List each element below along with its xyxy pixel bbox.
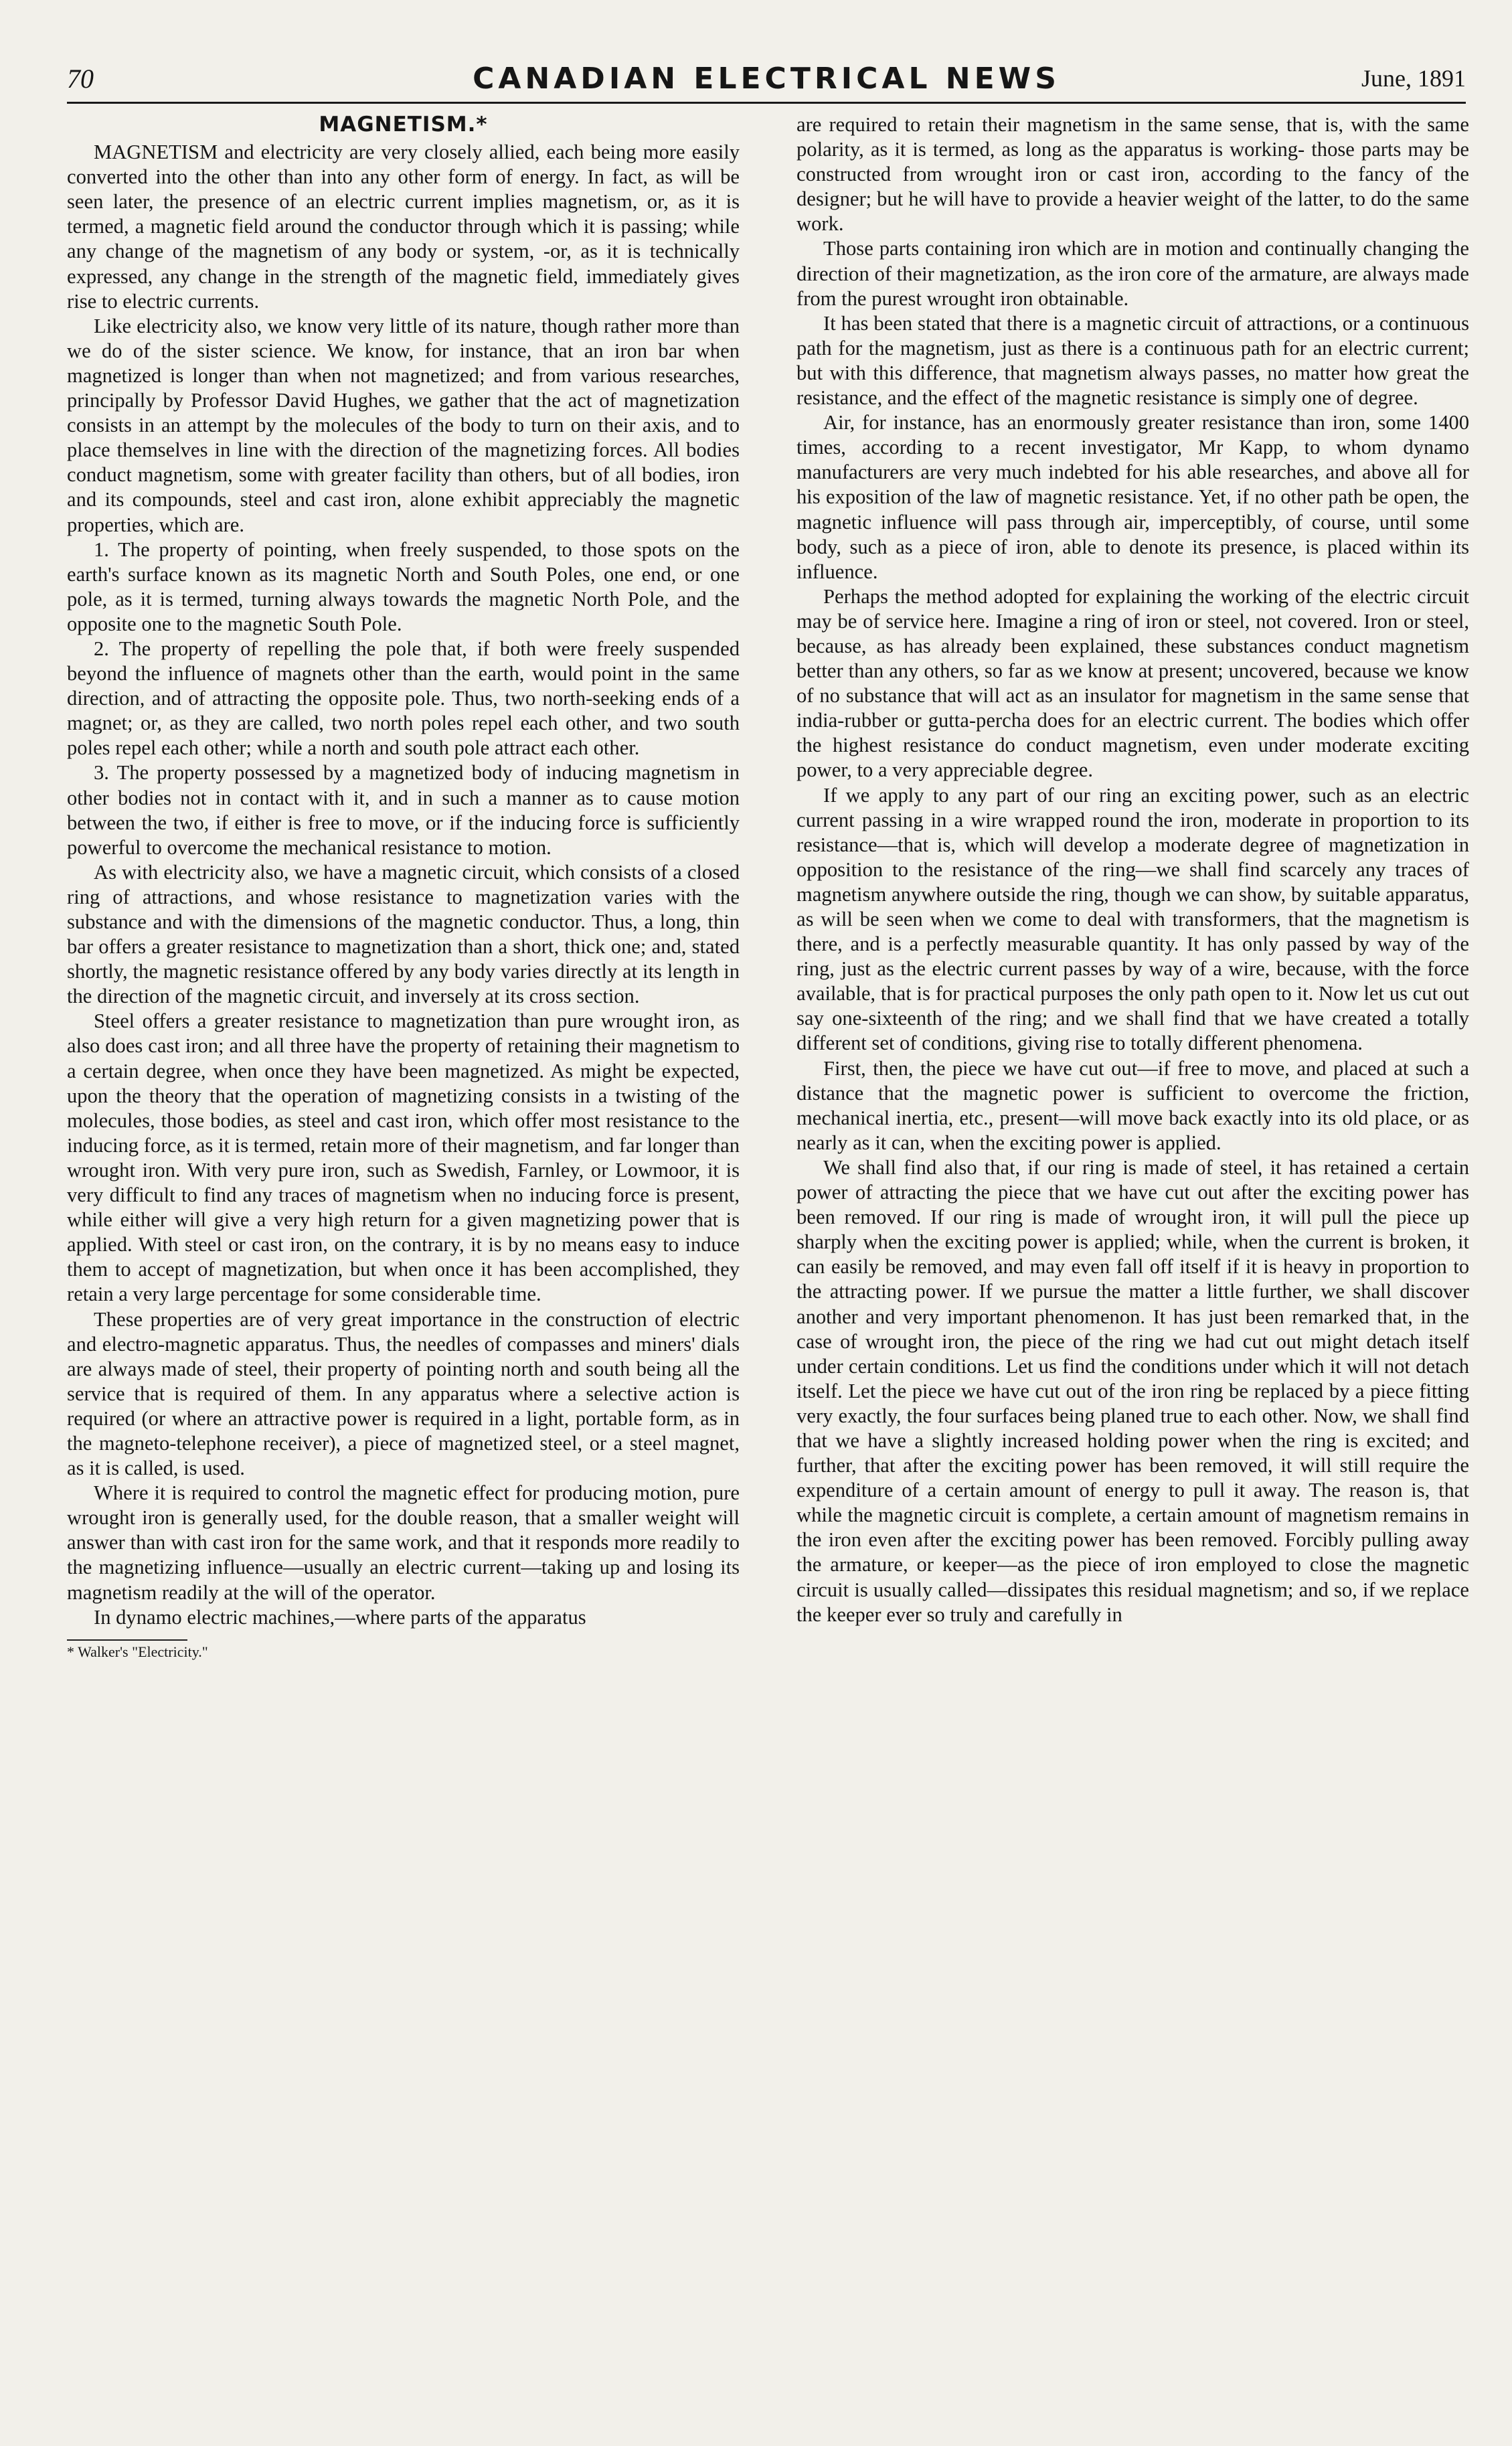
paragraph: These properties are of very great importance in the construction of electric and electro-magnetic apparatus. Thus, the needles of compasses and miners' dials are always made of steel, their property of pointing north and south being all the service that is required of them. In any apparatus where a selective action is required (or where an attractive power is required in a light, portable form, as in the magneto-telephone receiver), a piece of magnetized steel, or a steel magnet, as it is called, is used. xyxy=(67,1307,740,1480)
paragraph: are required to retain their magnetism in the same sense, that is, with the same polarity, as it is termed, as long as the apparatus is working- those parts may be constructed from wrought iron or cast iron, according to the fancy of the designer; but he will have to provide a heavier weight of the latter, to do the same work. xyxy=(796,113,1469,236)
masthead: CANADIAN ELECTRICAL NEWS xyxy=(473,62,1060,96)
paragraph: MAGNETISM and electricity are very closely allied, each being more easily converted into the other than into any other form of energy. In fact, as will be seen later, the presence of an electric current implies magnetism, or, as it is termed, a magnetic field around the conductor through which it is passing; while any change of the magnetism of any body or system, -or, as it is technically expressed, any change in the strength of the magnetic field, immediately gives rise to electric currents. xyxy=(67,141,740,313)
issue-date: June, 1891 xyxy=(1361,65,1466,92)
paragraph: Those parts containing iron which are in motion and continually changing the direction of their magnetization, as the iron core of the armature, are always made from the purest wrought iron obtainable. xyxy=(796,237,1469,310)
right-column xyxy=(796,112,1469,2402)
page-header xyxy=(67,62,1466,104)
left-column xyxy=(67,112,740,2402)
footnote: * Walker's "Electricity." xyxy=(67,1643,208,1660)
footnote-rule xyxy=(67,1639,187,1641)
page-number: 70 xyxy=(67,64,94,94)
paragraph: We shall find also that, if our ring is made of steel, it has retained a certain power of attracting the piece that we have cut out after the exciting power has been removed. If our ring is made of wrought iron, it will pull the piece up sharply when the exciting power is applied; while, when the current is broken, it can easily be removed, and may even fall off itself if it is heavy in proportion to the attracting power. If we pursue the matter a little further, we shall discover another and very important phenomenon. It has just been remarked that, in the case of wrought iron, the piece of the ring we had cut out might detach itself under certain conditions. Let us find the conditions under which it will not detach itself. Let the piece we have cut out of the iron ring be replaced by a piece fitting very exactly, the four surfaces being planed true to each other. Now, we shall find that we have a slightly increased holding power when the ring is excited; and further, that after the exciting power has been removed, it will still require the expenditure of a certain amount of energy to pull it away. The reason is, that while the magnetic circuit is complete, a certain amount of magnetism remains in the iron even after the exciting power has been removed. Forcibly pulling away the armature, or keeper—as the piece of iron employed to close the magnetic circuit is usually called—dissipates this residual magnetism; and so, if we replace the keeper ever so truly and carefully in xyxy=(796,1155,1469,1626)
paragraph: First, then, the piece we have cut out—if free to move, and placed at such a distance that the magnetic power is sufficient to overcome the friction, mechanical inertia, etc., present—will move back exactly into its old place, or as nearly as it can, when the exciting power is applied. xyxy=(796,1056,1469,1154)
paragraph: Perhaps the method adopted for explaining the working of the electric circuit may be of service here. Imagine a ring of iron or steel, not covered. Iron or steel, because, as has already been explained, these substances conduct magnetism better than any others, so far as we know at present; uncovered, because we know of no substance that will act as an insulator for magnetism in the same sense that india-rubber or gutta-percha does for an electric current. The bodies which offer the highest resistance do conduct magnetism, even under moderate exciting power, to a very appreciable degree. xyxy=(796,584,1469,782)
paragraph: Air, for instance, has an enormously greater resistance than iron, some 1400 times, according to a recent investigator, Mr Kapp, to whom dynamo manufacturers are very much indebted for his able researches, and above all for his exposition of the law of magnetic resistance. Yet, if no other path be open, the magnetic influence will pass through air, imperceptibly, of course, until some body, such as a piece of iron, able to denote its presence, is placed within its influence. xyxy=(796,411,1469,583)
paragraph: 2. The property of repelling the pole that, if both were freely suspended beyond the influence of magnets other than the earth, would point in the same direction, and of attracting the opposite pole. Thus, two north-seeking ends of a magnet; or, as they are called, two north poles repel each other, and two south poles repel each other; while a north and south pole attract each other. xyxy=(67,637,740,760)
paragraph: It has been stated that there is a magnetic circuit of attractions, or a continuous path for the magnetism, just as there is a continuous path for an electric current; but with this difference, that magnetism always passes, no matter how great the resistance, and the effect of the magnetic resistance is simply one of degree. xyxy=(796,311,1469,410)
paragraph: As with electricity also, we have a magnetic circuit, which consists of a closed ring of attractions, and whose resistance to magnetization varies with the substance and with the dimensions of the magnetic conductor. Thus, a long, thin bar offers a greater resistance to magnetization than a short, thick one; and, stated shortly, the magnetic resistance offered by any body varies directly at its length in the direction of the magnetic circuit, and inversely at its cross section. xyxy=(67,860,740,1008)
paragraph: Where it is required to control the magnetic effect for producing motion, pure wrought iron is generally used, for the double reason, that a smaller weight will answer than with cast iron for the same work, and that it responds more readily to the magnetizing influence—usually an electric current—taking up and losing its magnetism readily at the will of the operator. xyxy=(67,1481,740,1604)
article-title: MAGNETISM.* xyxy=(319,112,488,137)
paragraph: 3. The property possessed by a magnetized body of inducing magnetism in other bodies not in contact with it, and in such a manner as to cause motion between the two, if either is free to move, or if the inducing force is sufficiently powerful to overcome the mechanical resistance to motion. xyxy=(67,761,740,859)
paragraph: Like electricity also, we know very little of its nature, though rather more than we do of the sister science. We know, for instance, that an iron bar when magnetized is longer than when not magnetized; and from various researches, principally by Professor David Hughes, we gather that the act of magnetization consists in an attempt by the molecules of the body to turn on their axis, and to place themselves in line with the direction of the magnetizing forces. All bodies conduct magnetism, some with greater facility than others, but of all bodies, iron and its compounds, steel and cast iron, alone exhibit appreciably the magnetic properties, which are. xyxy=(67,314,740,536)
paragraph: Steel offers a greater resistance to magnetization than pure wrought iron, as also does cast iron; and all three have the property of retaining their magnetism to a certain degree, when once they have been magnetized. As might be expected, upon the theory that the operation of magnetizing consists in a twisting of the molecules, those bodies, as steel and cast iron, which offer most resistance to the inducing force, as it is termed, retain more of their magnetism, and far longer than wrought iron. With very pure iron, such as Swedish, Farnley, or Lowmoor, it is very difficult to find any traces of magnetism when no inducing force is present, while either will give a very high return for a given magnetizing power that is applied. With steel or cast iron, on the contrary, it is by no means easy to induce them to accept of magnetization, but when once it has been accomplished, they retain a very large percentage for some considerable time. xyxy=(67,1009,740,1306)
paragraph: 1. The property of pointing, when freely suspended, to those spots on the earth's surface known as its magnetic North and South Poles, one end, or one pole, as it is termed, turning always towards the magnetic North Pole, and the opposite one to the magnetic South Pole. xyxy=(67,538,740,635)
paragraph: In dynamo electric machines,—where parts of the apparatus xyxy=(94,1605,586,1629)
paragraph: If we apply to any part of our ring an exciting power, such as an electric current passing in a wire wrapped round the iron, moderate in proportion to its resistance—that is, which will develop a moderate degree of magnetization in opposition to the resistance of the ring—we shall find scarcely any traces of magnetism anywhere outside the ring, though we can show, by suitable apparatus, as will be seen when we come to deal with transformers, that the magnetism is there, and is a perfectly measurable quantity. It has only passed by way of the ring, just as the electric current passes by way of a wire, because, with the force available, that is for practical purposes the only path open to it. Now let us cut out say one-sixteenth of the ring; and we shall find that we have created a totally different set of conditions, giving rise to totally different phenomena. xyxy=(796,783,1469,1055)
